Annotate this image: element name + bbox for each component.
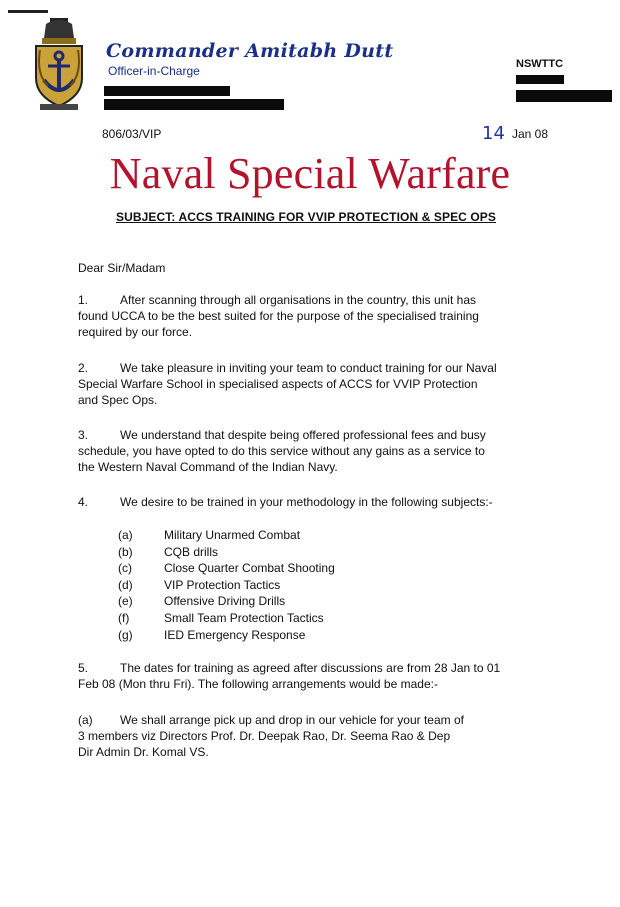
paragraph-number: 3. <box>78 428 89 442</box>
paragraph-line <box>78 494 590 510</box>
paragraph-text: The dates for training as agreed after discussions are from 28 Jan to 01 <box>120 661 501 675</box>
redaction-bar <box>104 99 284 110</box>
subject-line: SUBJECT: ACCS TRAINING FOR VVIP PROTECTION & SPEC OPS <box>116 210 497 224</box>
paragraph-line: Feb 08 (Mon thru Fri). The following arrangements would be made:- <box>78 677 438 691</box>
redaction-bar <box>104 86 230 96</box>
subjects-list <box>118 527 335 643</box>
list-item-label: (e) <box>118 594 133 609</box>
list-item <box>118 610 335 627</box>
paragraph-line: 3 members viz Directors Prof. Dr. Deepak Rao, Dr. Seema Rao & Dep <box>78 729 451 743</box>
letter-title: Naval Special Warfare <box>109 149 511 198</box>
paragraph-number: 1. <box>78 293 89 307</box>
paragraph-line <box>78 360 590 376</box>
handwritten-day: 14 <box>482 123 505 144</box>
list-item-text: Offensive Driving Drills <box>164 594 286 609</box>
paragraph-line: schedule, you have opted to do this service without any gains as a service to <box>78 444 485 458</box>
paragraph-line <box>78 427 590 443</box>
redaction-bar <box>516 75 564 84</box>
redaction-bar <box>516 90 612 102</box>
paragraph-line: the Western Naval Command of the Indian Navy. <box>78 460 338 474</box>
arrangement-label: (a) <box>78 713 93 727</box>
arrangement-a <box>78 712 590 760</box>
paragraph-line <box>78 660 590 676</box>
paragraph-2 <box>78 360 590 408</box>
paragraph-line: and Spec Ops. <box>78 393 158 407</box>
top-rule <box>8 10 48 13</box>
paragraph-text: We shall arrange pick up and drop in our vehicle for your team of <box>120 713 464 727</box>
list-item-label: (b) <box>118 544 133 559</box>
paragraph-4 <box>78 494 590 510</box>
list-item-text: VIP Protection Tactics <box>164 577 281 592</box>
list-item-label: (a) <box>118 528 133 542</box>
list-item <box>118 544 335 561</box>
paragraph-1 <box>78 292 590 340</box>
org-code: NSWTTC <box>516 58 564 70</box>
list-item-text: IED Emergency Response <box>164 627 306 642</box>
list-item <box>118 560 335 577</box>
letter-date: Jan 08 <box>512 127 549 141</box>
reference-number: 806/03/VIP <box>102 127 162 141</box>
list-item-text: Close Quarter Combat Shooting <box>164 561 335 576</box>
paragraph-text: After scanning through all organisations in the country, this unit has <box>120 293 476 307</box>
list-item-label: (g) <box>118 627 133 642</box>
naval-crest-icon <box>28 16 90 112</box>
list-item-label: (d) <box>118 577 133 592</box>
list-item-text: Military Unarmed Combat <box>164 528 301 542</box>
paragraph-text: We take pleasure in inviting your team to conduct training for our Naval <box>120 361 497 375</box>
list-item-label: (f) <box>118 610 130 625</box>
list-item <box>118 577 335 594</box>
list-item <box>118 627 335 644</box>
salutation: Dear Sir/Madam <box>78 261 166 275</box>
paragraph-text: We understand that despite being offered professional fees and busy <box>120 428 486 442</box>
list-item-text: Small Team Protection Tactics <box>164 610 324 625</box>
paragraph-line: Dir Admin Dr. Komal VS. <box>78 745 209 759</box>
list-item <box>118 527 335 544</box>
paragraph-number: 5. <box>78 661 89 675</box>
paragraph-number: 4. <box>78 495 89 509</box>
paragraph-3 <box>78 427 590 475</box>
list-item <box>118 593 335 610</box>
paragraph-line <box>78 712 590 728</box>
paragraph-text: We desire to be trained in your methodology in the following subjects:- <box>120 495 493 509</box>
paragraph-line <box>78 292 590 308</box>
paragraph-line: Special Warfare School in specialised aspects of ACCS for VVIP Protection <box>78 377 478 391</box>
list-item-text: CQB drills <box>164 544 219 559</box>
paragraph-number: 2. <box>78 361 89 375</box>
sender-name: Commander Amitabh Dutt <box>106 40 394 62</box>
paragraph-5 <box>78 660 590 692</box>
paragraph-line: required by our force. <box>78 325 193 339</box>
paragraph-line: found UCCA to be the best suited for the purpose of the specialised training <box>78 309 479 323</box>
list-item-label: (c) <box>118 561 132 576</box>
sender-title: Officer-in-Charge <box>108 64 200 78</box>
